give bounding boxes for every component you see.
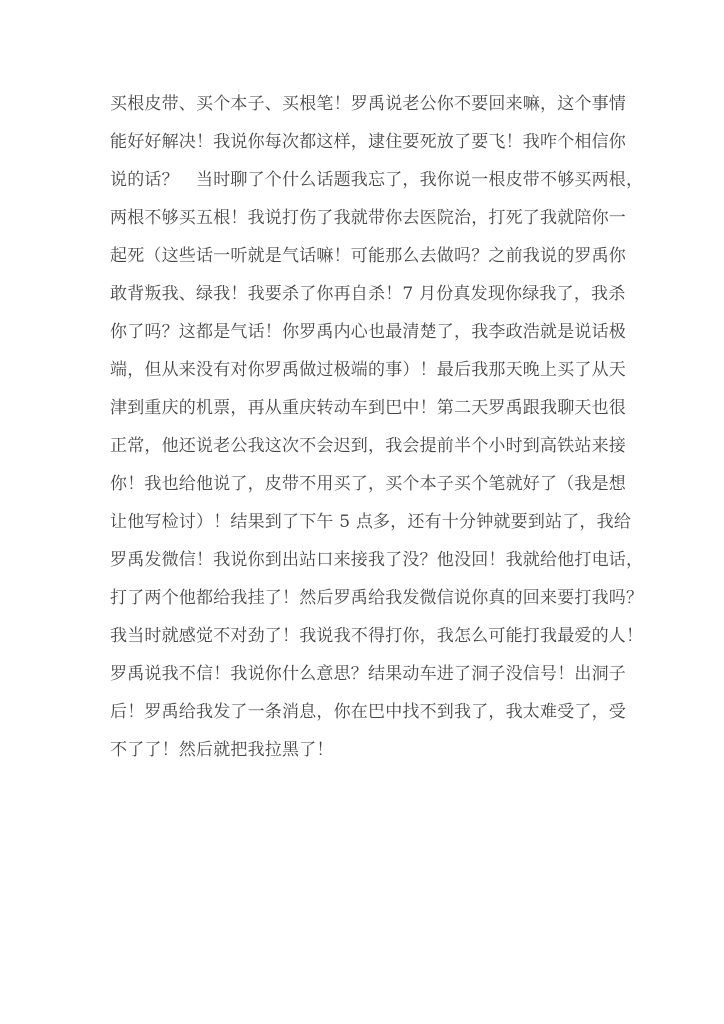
text-line: 说的话？ 当时聊了个什么话题我忘了，我你说一根皮带不够买两根， — [110, 170, 644, 190]
text-line: 你了吗？这都是气话！你罗禹内心也最清楚了，我李政浩就是说话极 — [110, 322, 626, 342]
paragraph-text-block — [110, 85, 644, 769]
text-line: 我当时就感觉不对劲了！我说我不得打你，我怎么可能打我最爱的人！ — [110, 626, 644, 646]
text-line: 正常，他还说老公我这次不会迟到，我会提前半个小时到高铁站来接 — [110, 436, 626, 456]
text-line: 打了两个他都给我挂了！然后罗禹给我发微信说你真的回来要打我吗？ — [110, 588, 644, 608]
text-line: 罗禹说我不信！我说你什么意思？结果动车进了洞子没信号！出洞子 — [110, 664, 626, 684]
text-line: 两根不够买五根！我说打伤了我就带你去医院治，打死了我就陪你一 — [110, 208, 626, 228]
text-line: 买根皮带、买个本子、买根笔！罗禹说老公你不要回来嘛，这个事情 — [110, 94, 626, 114]
text-line: 敢背叛我、绿我！我要杀了你再自杀！7 月份真发现你绿我了，我杀 — [110, 284, 626, 304]
text-line: 起死（这些话一听就是气话嘛！可能那么去做吗？之前我说的罗禹你 — [110, 246, 626, 266]
text-line: 津到重庆的机票，再从重庆转动车到巴中！第二天罗禹跟我聊天也很 — [110, 398, 626, 418]
text-line: 端，但从来没有对你罗禹做过极端的事）！最后我那天晚上买了从天 — [110, 360, 626, 380]
text-line: 能好好解决！我说你每次都这样，逮住要死放了要飞！我咋个相信你 — [110, 132, 626, 152]
text-line: 你！我也给他说了，皮带不用买了，买个本子买个笔就好了（我是想 — [110, 474, 626, 494]
text-line: 让他写检讨）！结果到了下午 5 点多，还有十分钟就要到站了，我给 — [110, 512, 632, 532]
text-line: 后！罗禹给我发了一条消息，你在巴中找不到我了，我太难受了，受 — [110, 702, 626, 722]
text-line: 罗禹发微信！我说你到出站口来接我了没？他没回！我就给他打电话， — [110, 550, 644, 570]
text-line: 不了了！然后就把我拉黑了！ — [110, 740, 334, 760]
